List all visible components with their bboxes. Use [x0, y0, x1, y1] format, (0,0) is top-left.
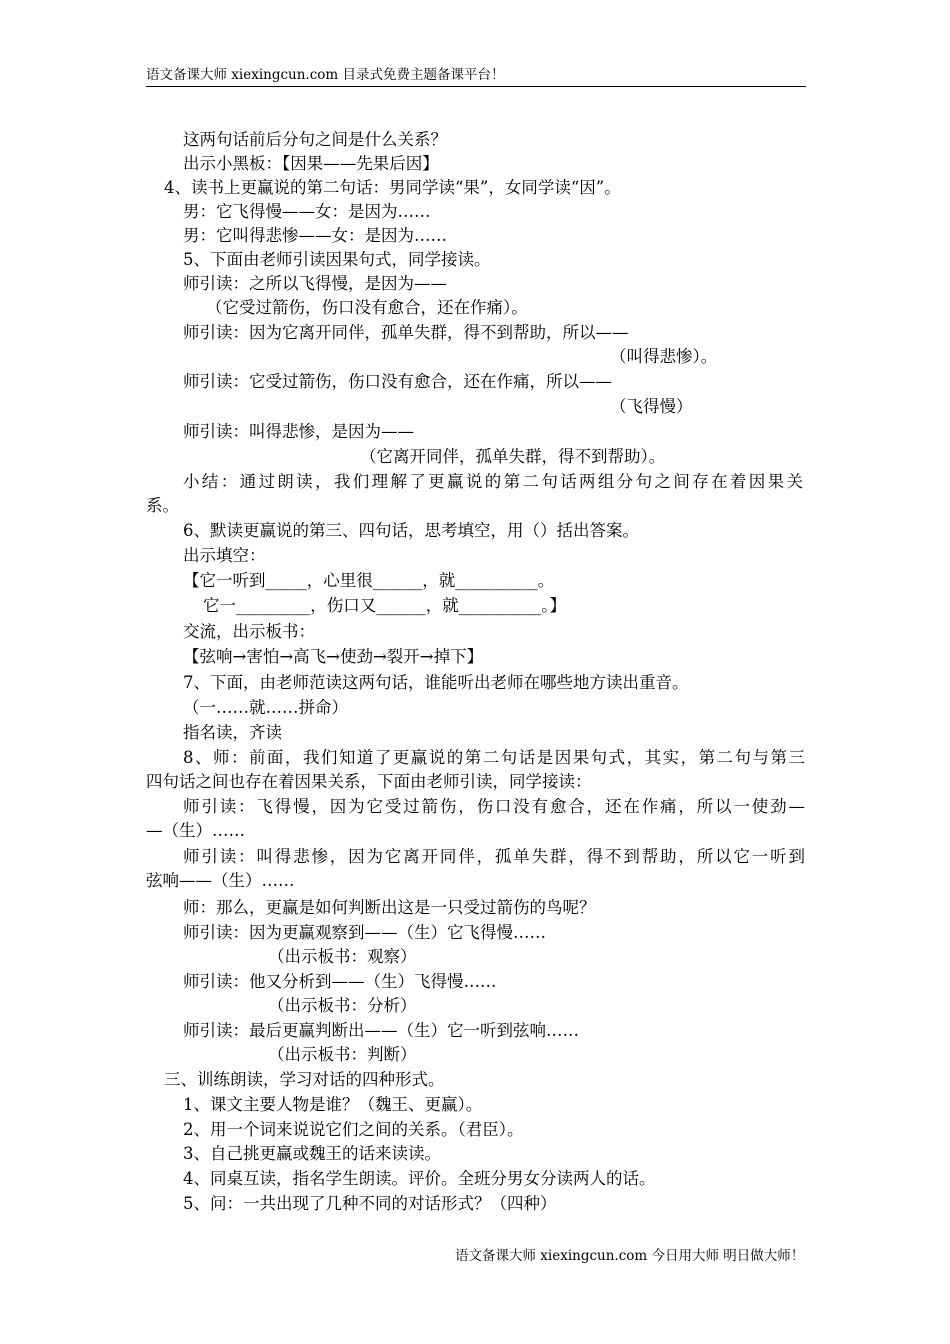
text-line: 师引读：之所以飞得慢，是因为——	[183, 274, 447, 293]
text-line: 师引读：他又分析到——（生）飞得慢……	[183, 972, 497, 991]
text-line: （出示板书：观察）	[268, 947, 417, 966]
page-header: 语文备课大师 xiexingcun.com 目录式免费主题备课平台！	[146, 64, 806, 87]
text-line: 男：它飞得慢——女：是因为……	[183, 202, 431, 221]
text-line: （它受过箭伤，伤口没有愈合，还在作痛）。	[206, 298, 528, 317]
text-line: 它一_________，伤口又______，就__________。】	[203, 596, 566, 615]
text-line: 3、自己挑更赢或魏王的话来读读。	[183, 1144, 441, 1163]
text-line: 5、下面由老师引读因果句式，同学接读。	[183, 250, 491, 269]
text-line: 师：那么，更赢是如何判断出这是一只受过箭伤的鸟呢？	[183, 898, 596, 917]
text-line: 7、下面，由老师范读这两句话，谁能听出老师在哪些地方读出重音。	[183, 673, 689, 692]
text-line: 师引读：因为更赢观察到——（生）它飞得慢……	[183, 923, 546, 942]
text-line: （出示板书：分析）	[268, 996, 417, 1015]
text-line: 小结：通过朗读，我们理解了更赢说的第二句话两组分句之间存在着因果关	[183, 472, 803, 491]
text-line: 男：它叫得悲惨——女：是因为……	[183, 226, 447, 245]
text-line: —（生）……	[146, 821, 245, 840]
text-line: 8、师：前面，我们知道了更赢说的第二句话是因果句式，其实，第二句与第三	[183, 748, 805, 767]
text-line: 师引读：它受过箭伤，伤口没有愈合，还在作痛，所以——	[183, 372, 612, 391]
text-line: 师引读：飞得慢，因为它受过箭伤，伤口没有愈合，还在作痛，所以一使劲—	[183, 797, 805, 816]
text-line: 这两句话前后分句之间是什么关系？	[183, 130, 447, 149]
text-line: 【它一听到_____，心里很______，就__________。	[183, 571, 555, 590]
text-line: 四句话之间也存在着因果关系，下面由老师引读，同学接读：	[146, 772, 592, 791]
text-line: 弦响——（生）……	[146, 871, 295, 890]
text-line: 4、同桌互读，指名学生朗读。评价。全班分男女分读两人的话。	[183, 1169, 656, 1188]
text-line: 三、训练朗读，学习对话的四种形式。	[164, 1070, 445, 1089]
text-line: 【弦响→害怕→高飞→使劲→裂开→掉下】	[183, 647, 484, 666]
text-line: 师引读：因为它离开同伴，孤单失群，得不到帮助，所以——	[183, 323, 629, 342]
text-line: 师引读：最后更赢判断出——（生）它一听到弦响……	[183, 1021, 579, 1040]
text-line: 出示填空：	[183, 546, 266, 565]
page-footer: 语文备课大师 xiexingcun.com 今日用大师 明日做大师！	[455, 1248, 805, 1264]
text-line: 指名读，齐读	[183, 723, 282, 742]
text-line: （一……就……拼命）	[183, 698, 348, 717]
text-line: （飞得慢）	[610, 397, 693, 416]
text-line: 5、问：一共出现了几种不同的对话形式？（四种）	[183, 1194, 557, 1213]
text-line: 2、用一个词来说说它们之间的关系。（君臣）。	[183, 1120, 524, 1139]
text-line: （它离开同伴，孤单失群，得不到帮助）。	[360, 447, 666, 466]
text-line: 4、读书上更赢说的第二句话：男同学读“果”，女同学读“因”。	[164, 178, 621, 197]
text-line: （出示板书：判断）	[268, 1045, 417, 1064]
text-line: 交流，出示板书：	[183, 622, 315, 641]
text-line: 师引读：叫得悲惨，是因为——	[183, 422, 414, 441]
text-line: （叫得悲惨）。	[610, 347, 718, 366]
text-line: 系。	[146, 496, 179, 515]
text-line: 师引读：叫得悲惨，因为它离开同伴，孤单失群，得不到帮助，所以它一听到	[183, 847, 805, 866]
text-line: 6、默读更赢说的第三、四句话，思考填空，用（）括出答案。	[183, 521, 639, 540]
text-line: 出示小黑板：【因果——先果后因】	[183, 154, 439, 173]
text-line: 1、课文主要人物是谁？（魏王、更赢）。	[183, 1095, 483, 1114]
